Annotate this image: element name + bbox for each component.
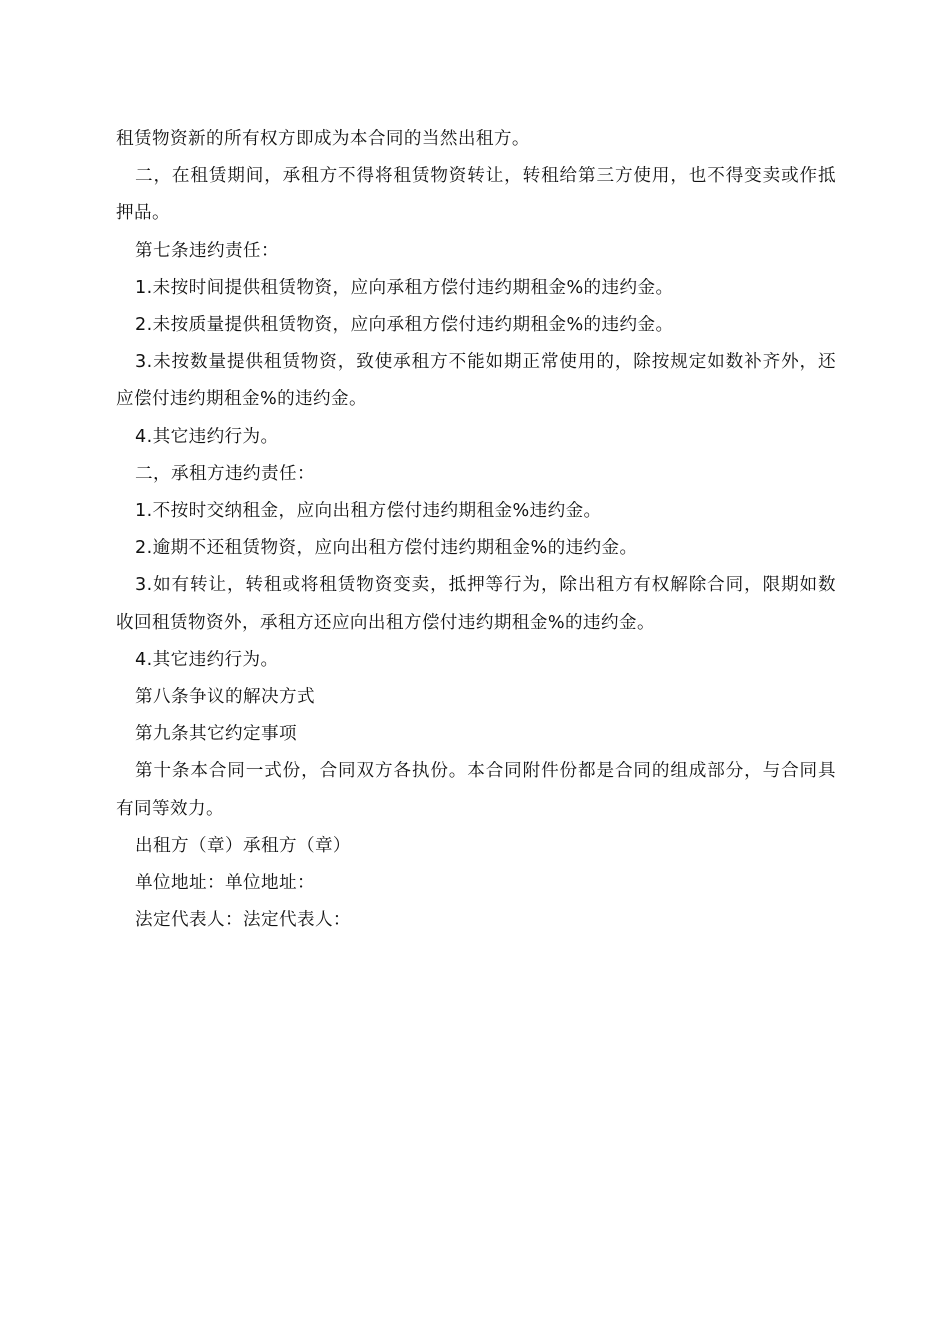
heading-article-7-liability: 第七条违约责任： — [135, 240, 279, 261]
paragraph-new-owner-lessor: 租赁物资新的所有权方即成为本合同的当然出租方。 — [116, 129, 530, 149]
list-item-lessee-breach-2: 2.逾期不还租赁物资，应向出租方偿付违约期租金%的违约金。 — [135, 538, 638, 559]
list-item-lessee-breach-1: 1.不按时交纳租金，应向出租方偿付违约期租金%违约金。 — [135, 501, 602, 522]
paragraph-article-10-copies: 第十条本合同一式份，合同双方各执份。本合同附件份都是合同的组成部分，与合同具有同等效力。 — [116, 761, 836, 819]
paragraph-no-sublease: 二，在租赁期间，承租方不得将租赁物资转让，转租给第三方使用，也不得变卖或作抵押品。 — [116, 166, 836, 224]
signature-address-line: 单位地址：单位地址： — [135, 873, 315, 894]
heading-article-9-other: 第九条其它约定事项 — [135, 724, 297, 745]
list-item-lessee-breach-4: 4.其它违约行为。 — [135, 649, 279, 670]
list-item-lessor-breach-1: 1.未按时间提供租赁物资，应向承租方偿付违约期租金%的违约金。 — [135, 277, 674, 298]
contract-body — [116, 121, 836, 939]
list-item-lessor-breach-3: 3.未按数量提供租赁物资，致使承租方不能如期正常使用的，除按规定如数补齐外，还应偿付违约期租金%的违约金。 — [116, 352, 836, 410]
signature-representative-line: 法定代表人：法定代表人： — [135, 910, 351, 931]
signature-parties-line: 出租方（章）承租方（章） — [135, 835, 351, 856]
list-item-lessor-breach-2: 2.未按质量提供租赁物资，应向承租方偿付违约期租金%的违约金。 — [135, 315, 674, 336]
list-item-lessee-breach-3: 3.如有转让，转租或将租赁物资变卖，抵押等行为，除出租方有权解除合同，限期如数收回租赁物资外，承租方还应向出租方偿付违约期租金%的违约金。 — [116, 575, 836, 633]
heading-lessee-liability: 二，承租方违约责任： — [135, 463, 315, 484]
list-item-lessor-breach-4: 4.其它违约行为。 — [135, 426, 279, 447]
heading-article-8-dispute: 第八条争议的解决方式 — [135, 687, 315, 708]
